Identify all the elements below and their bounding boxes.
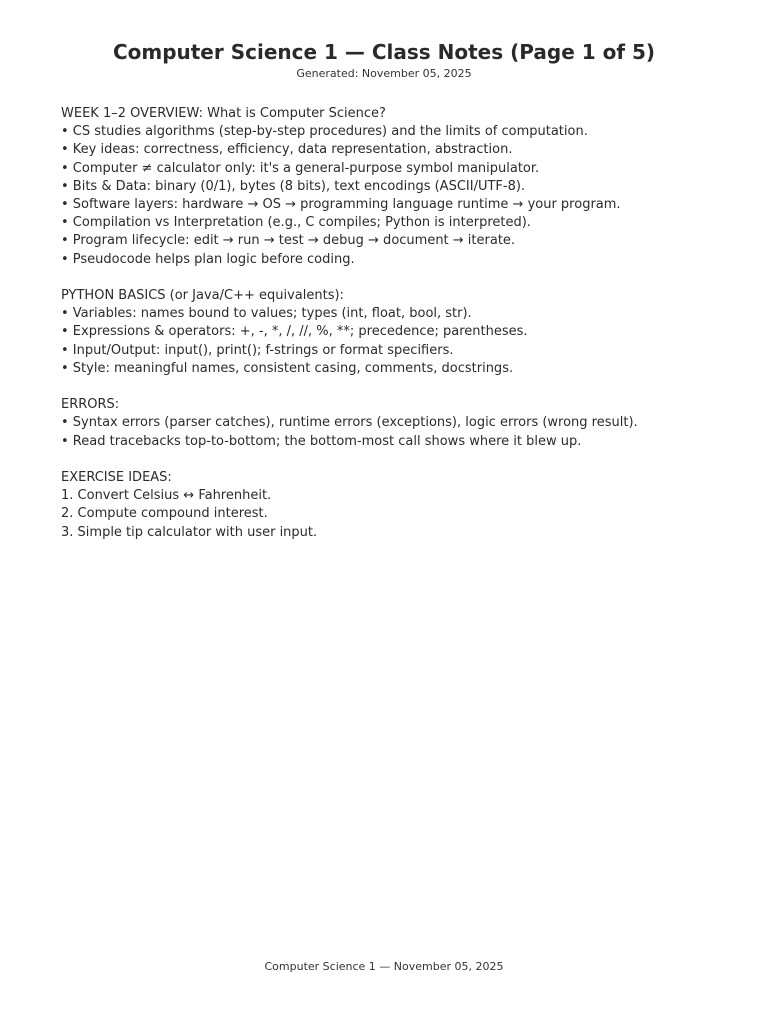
section-heading: WEEK 1–2 OVERVIEW: What is Computer Science?: [61, 106, 386, 121]
bullet-item: • Style: meaningful names, consistent casing, comments, docstrings.: [61, 360, 514, 376]
section-heading: EXERCISE IDEAS:: [61, 470, 172, 486]
bullet-item: • Read tracebacks top-to-bottom; the bottom-most call shows where it blew up.: [61, 433, 582, 449]
bullet-item: • Compilation vs Interpretation (e.g., C compiles; Python is interpreted).: [61, 215, 531, 231]
bullet-item: • Computer ≠ calculator only: it's a general-purpose symbol manipulator.: [61, 160, 540, 176]
section-python-basics: [61, 287, 751, 378]
section-heading: ERRORS:: [61, 397, 120, 413]
numbered-item: 3. Simple tip calculator with user input.: [61, 524, 318, 540]
numbered-item: 2. Compute compound interest.: [61, 506, 268, 522]
bullet-item: • Key ideas: correctness, efficiency, data representation, abstraction.: [61, 142, 513, 158]
page-footer: Computer Science 1 — November 05, 2025: [264, 960, 504, 973]
bullet-item: • Variables: names bound to values; types (int, float, bool, str).: [61, 306, 472, 322]
section-heading: PYTHON BASICS (or Java/C++ equivalents):: [61, 288, 344, 304]
bullet-item: • Program lifecycle: edit → run → test → debug → document → iterate.: [61, 233, 516, 249]
bullet-item: • CS studies algorithms (step-by-step procedures) and the limits of computation.: [61, 124, 588, 140]
section-exercise-ideas: [61, 469, 751, 542]
section-errors: [61, 396, 751, 451]
numbered-item: 1. Convert Celsius ↔ Fahrenheit.: [61, 488, 272, 504]
bullet-item: • Input/Output: input(), print(); f-strings or format specifiers.: [61, 342, 454, 358]
bullet-item: • Software layers: hardware → OS → programming language runtime → your program.: [61, 197, 621, 213]
generated-date: Generated: November 05, 2025: [296, 67, 472, 80]
bullet-item: • Syntax errors (parser catches), runtime errors (exceptions), logic errors (wrong result).: [61, 415, 638, 431]
bullet-item: • Bits & Data: binary (0/1), bytes (8 bits), text encodings (ASCII/UTF-8).: [61, 178, 526, 194]
bullet-item: • Expressions & operators: +, -, *, /, //, %, **; precedence; parentheses.: [61, 324, 528, 340]
notes-body: [61, 105, 751, 560]
section-overview: [61, 105, 751, 269]
bullet-item: • Pseudocode helps plan logic before coding.: [61, 251, 355, 267]
page-title: Computer Science 1 — Class Notes (Page 1 of 5): [112, 40, 656, 64]
